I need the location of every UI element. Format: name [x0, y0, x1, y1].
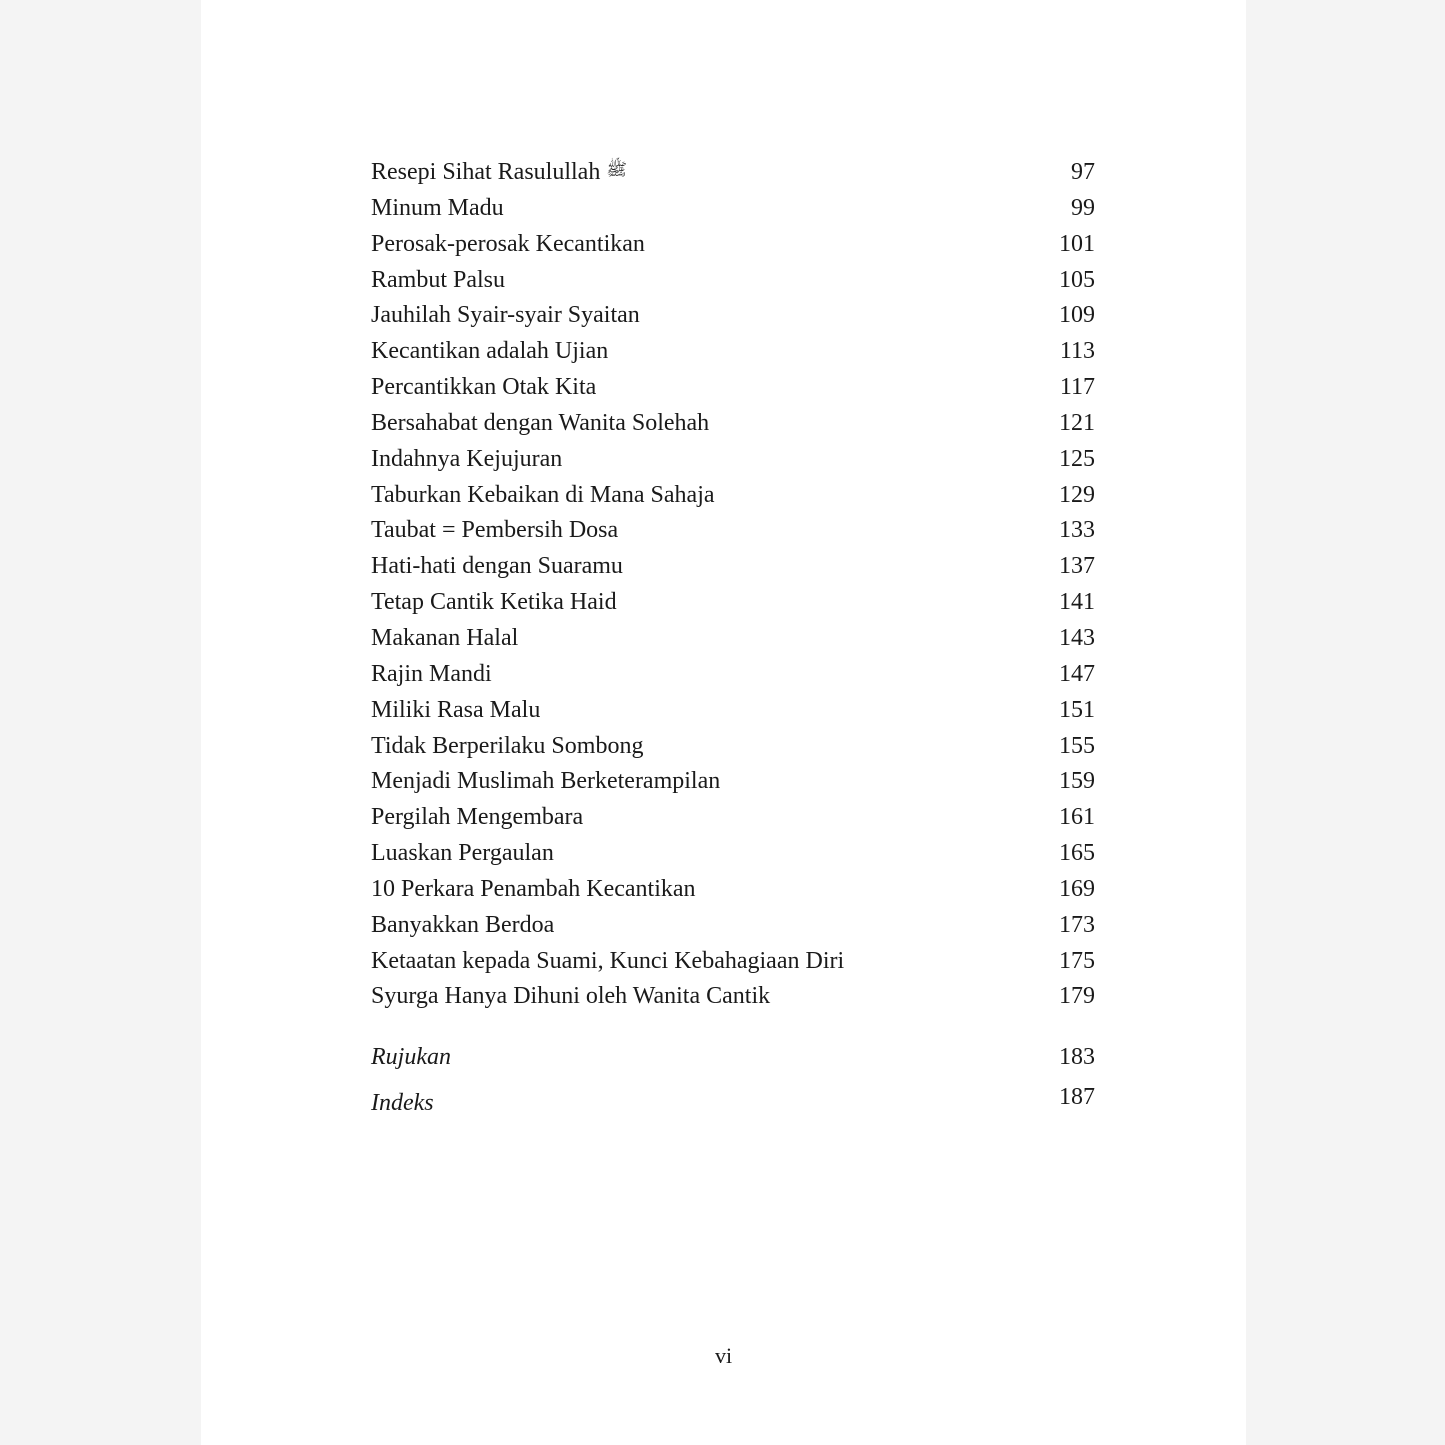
toc-entry [371, 442, 1095, 478]
toc-entry-page: 155 [1059, 732, 1095, 759]
toc-entry-page: 187 [1059, 1084, 1095, 1111]
toc-entry-title: Ketaatan kepada Suami, Kunci Kebahagiaan Diri [371, 947, 845, 974]
toc-entry-title: Rajin Mandi [371, 660, 492, 687]
toc-entry [371, 944, 1095, 980]
toc-entry-page: 143 [1059, 624, 1095, 651]
toc-entry-page: 147 [1059, 660, 1095, 687]
toc-entry-page: 121 [1059, 409, 1095, 436]
toc-entry-title: Miliki Rasa Malu [371, 696, 541, 723]
toc-entry [371, 298, 1095, 334]
toc-entry [371, 729, 1095, 765]
toc-entry-page: 137 [1059, 553, 1095, 580]
toc-entry-title: Indahnya Kejujuran [371, 445, 563, 472]
honorific-glyph: ﷺ [606, 160, 627, 180]
toc-entry-title: Percantikkan Otak Kita [371, 374, 597, 401]
toc-entry [371, 478, 1095, 514]
toc-entry-page: 99 [1071, 194, 1095, 221]
toc-entry-title: Makanan Halal [371, 624, 519, 651]
toc-entry-title: Menjadi Muslimah Berketerampilan [371, 768, 721, 795]
toc-entry [371, 227, 1095, 263]
toc-entry-title: Luaskan Pergaulan [371, 840, 554, 867]
toc-entry [371, 908, 1095, 944]
book-page [201, 0, 1246, 1445]
toc-entry-page: 101 [1059, 230, 1095, 257]
toc-entry-title: Pergilah Mengembara [371, 804, 584, 831]
toc-entry [371, 549, 1095, 585]
toc-entry-page: 169 [1059, 875, 1095, 902]
toc-entry-page: 165 [1059, 840, 1095, 867]
section-spacer [371, 1015, 1095, 1040]
toc-entry-title: Kecantikan adalah Ujian [371, 338, 609, 365]
toc-entry-page: 117 [1059, 374, 1095, 401]
toc-entry-page: 109 [1059, 302, 1095, 329]
toc-entry-page: 97 [1071, 159, 1095, 185]
toc-entry-title: 10 Perkara Penambah Kecantikan [371, 875, 696, 902]
toc-entry-page: 125 [1059, 445, 1095, 472]
toc-entry [371, 657, 1095, 693]
toc-entry-page: 129 [1059, 481, 1095, 508]
toc-entry-title: Indeks [371, 1090, 434, 1117]
toc-entry [371, 585, 1095, 621]
toc-entry-title: Minum Madu [371, 194, 504, 221]
toc-entry-title: Perosak-perosak Kecantikan [371, 230, 645, 257]
toc-entry-page: 133 [1059, 517, 1095, 544]
toc-entry-page: 151 [1059, 696, 1095, 723]
toc-entry [371, 800, 1095, 836]
toc-entry [371, 263, 1095, 299]
toc-entry [371, 406, 1095, 442]
toc-entry-title: Syurga Hanya Dihuni oleh Wanita Cantik [371, 983, 771, 1010]
toc-entry-title: Resepi Sihat Rasulullah [371, 159, 601, 185]
toc-entry-page: 179 [1059, 983, 1095, 1010]
toc-entry [371, 370, 1095, 406]
toc-entry-references [371, 1040, 1095, 1076]
toc-entry [371, 155, 1095, 191]
toc-entry-page: 173 [1059, 911, 1095, 938]
toc-entry-page: 105 [1059, 266, 1095, 293]
toc-entry-page: 113 [1059, 338, 1095, 365]
page-number: vi [714, 1343, 733, 1368]
toc-entry-title: Taubat = Pembersih Dosa [371, 517, 619, 544]
toc-entry [371, 334, 1095, 370]
toc-entry-page: 159 [1059, 768, 1095, 795]
toc-entry-index [371, 1076, 1095, 1118]
toc-entry [371, 764, 1095, 800]
toc-entry-title: Taburkan Kebaikan di Mana Sahaja [371, 481, 715, 508]
toc-entry-title: Rujukan [371, 1044, 451, 1071]
toc-entry-title: Bersahabat dengan Wanita Solehah [371, 409, 710, 436]
toc-entry-title: Tidak Berperilaku Sombong [371, 732, 644, 759]
toc-entry [371, 872, 1095, 908]
toc-entry [371, 693, 1095, 729]
toc-entry-title: Rambut Palsu [371, 266, 506, 293]
toc-entry-title: Hati-hati dengan Suaramu [371, 553, 623, 580]
toc-entry [371, 621, 1095, 657]
toc-entry-page: 141 [1059, 589, 1095, 616]
table-of-contents [371, 155, 1095, 1118]
toc-entry [371, 191, 1095, 227]
toc-entry-page: 183 [1059, 1044, 1095, 1071]
toc-entry-title: Tetap Cantik Ketika Haid [371, 589, 617, 616]
toc-entry [371, 513, 1095, 549]
toc-entry-page: 161 [1059, 804, 1095, 831]
toc-entry [371, 836, 1095, 872]
toc-entry-title: Banyakkan Berdoa [371, 911, 555, 938]
toc-entry [371, 979, 1095, 1015]
toc-entry-title: Jauhilah Syair-syair Syaitan [371, 302, 640, 329]
toc-entry-page: 175 [1059, 947, 1095, 974]
